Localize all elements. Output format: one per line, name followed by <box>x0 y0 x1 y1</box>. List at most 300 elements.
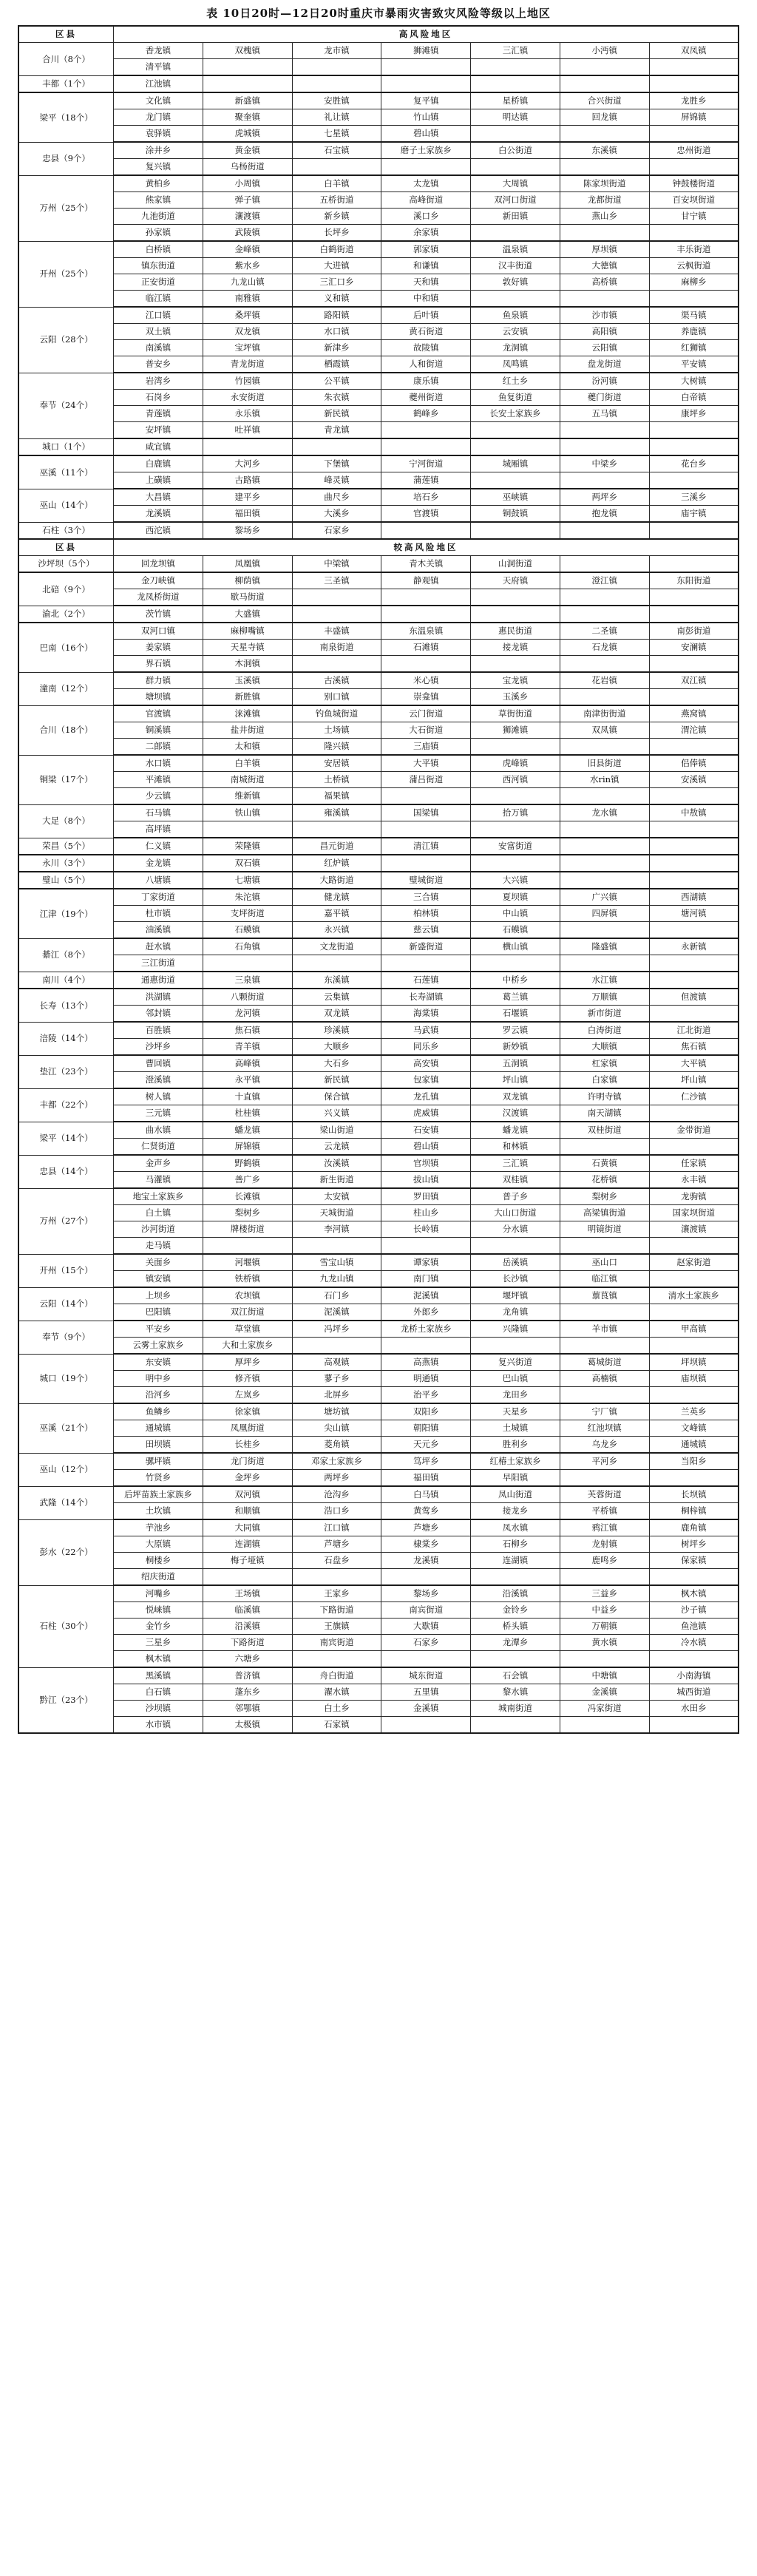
town-cell: 万朝镇 <box>560 1619 649 1635</box>
town-cell: 安澜镇 <box>649 640 739 656</box>
table-row <box>18 672 739 689</box>
town-cell: 文龙街道 <box>292 938 381 955</box>
empty-cell <box>381 1651 471 1668</box>
town-cell: 永安街道 <box>203 390 292 406</box>
empty-cell <box>560 291 649 308</box>
town-cell: 石家乡 <box>381 1635 471 1651</box>
town-cell: 悦崃镇 <box>114 1602 203 1619</box>
table-row <box>18 889 739 906</box>
empty-cell <box>560 589 649 606</box>
town-cell: 临江镇 <box>560 1271 649 1288</box>
town-cell: 白帝镇 <box>649 390 739 406</box>
town-cell: 高阳镇 <box>560 324 649 340</box>
empty-cell <box>560 1569 649 1586</box>
empty-cell <box>203 821 292 838</box>
town-cell: 牌楼街道 <box>203 1221 292 1238</box>
district-name-cell: 武隆（14个） <box>18 1486 114 1519</box>
table-row <box>18 1006 739 1023</box>
town-cell: 乌龙乡 <box>560 1437 649 1454</box>
town-cell: 铜溪镇 <box>114 722 203 739</box>
district-name-cell: 渝北（2个） <box>18 606 114 623</box>
town-cell: 双河镇 <box>203 1486 292 1503</box>
town-cell: 南津街街道 <box>560 705 649 722</box>
town-cell: 崇龛镇 <box>381 689 471 706</box>
town-cell: 平河乡 <box>560 1453 649 1470</box>
table-row <box>18 472 739 489</box>
town-cell: 安胜镇 <box>292 92 381 109</box>
town-cell: 新津乡 <box>292 340 381 356</box>
empty-cell <box>560 159 649 176</box>
town-cell: 和顺镇 <box>203 1503 292 1520</box>
town-cell: 大平镇 <box>649 1055 739 1072</box>
town-cell: 国梁镇 <box>381 804 471 821</box>
empty-cell <box>560 689 649 706</box>
town-cell: 永新镇 <box>649 938 739 955</box>
town-cell: 天元乡 <box>381 1437 471 1454</box>
town-cell: 陈家坝街道 <box>560 175 649 192</box>
town-cell: 铁桥镇 <box>203 1271 292 1288</box>
town-cell: 清江镇 <box>381 838 471 855</box>
town-cell: 鹿角镇 <box>649 1519 739 1536</box>
town-cell: 黄金镇 <box>203 142 292 159</box>
town-cell: 邻封镇 <box>114 1006 203 1023</box>
empty-cell <box>471 589 560 606</box>
table-row <box>18 855 739 872</box>
town-cell: 安溪镇 <box>649 772 739 788</box>
town-cell: 宝龙镇 <box>471 672 560 689</box>
town-cell: 云安镇 <box>471 324 560 340</box>
town-cell: 云门街道 <box>381 705 471 722</box>
town-cell: 通城镇 <box>649 1437 739 1454</box>
empty-cell <box>649 556 739 573</box>
town-cell: 葛兰镇 <box>471 989 560 1006</box>
empty-cell <box>471 1238 560 1255</box>
town-cell: 白鹤街道 <box>292 241 381 258</box>
town-cell: 大原镇 <box>114 1536 203 1553</box>
town-cell: 明通镇 <box>381 1371 471 1387</box>
table-row <box>18 1602 739 1619</box>
table-row <box>18 1619 739 1635</box>
town-cell: 普安乡 <box>114 356 203 373</box>
town-cell: 狮滩镇 <box>471 722 560 739</box>
district-name-cell: 长寿（13个） <box>18 989 114 1022</box>
town-cell: 夔州街道 <box>381 390 471 406</box>
empty-cell <box>649 291 739 308</box>
town-cell: 金龙镇 <box>114 855 203 872</box>
empty-cell <box>471 59 560 76</box>
town-cell: 水江镇 <box>560 972 649 989</box>
town-cell: 龙射镇 <box>560 1536 649 1553</box>
town-cell: 城南街道 <box>471 1701 560 1717</box>
town-cell: 厚坝镇 <box>560 241 649 258</box>
table-row <box>18 142 739 159</box>
town-cell: 云枫街道 <box>649 258 739 274</box>
town-cell: 明中乡 <box>114 1371 203 1387</box>
empty-cell <box>471 788 560 805</box>
district-name-cell: 奉节（24个） <box>18 373 114 438</box>
town-cell: 岳溪镇 <box>471 1254 560 1271</box>
town-cell: 东阳街道 <box>649 572 739 589</box>
district-name-cell: 江津（19个） <box>18 889 114 938</box>
town-cell: 南彭街道 <box>649 623 739 640</box>
town-cell: 白石镇 <box>114 1684 203 1701</box>
district-name-cell: 石柱（30个） <box>18 1585 114 1667</box>
district-name-cell: 璧山（5个） <box>18 872 114 889</box>
empty-cell <box>381 855 471 872</box>
empty-cell <box>560 788 649 805</box>
town-cell: 关面乡 <box>114 1254 203 1271</box>
table-row <box>18 572 739 589</box>
district-name-cell: 沙坪坝（5个） <box>18 556 114 573</box>
empty-cell <box>292 589 381 606</box>
empty-cell <box>203 1569 292 1586</box>
district-name-cell: 万州（25个） <box>18 175 114 241</box>
town-cell: 冯坪乡 <box>292 1321 381 1338</box>
town-cell: 红炉镇 <box>292 855 381 872</box>
town-cell: 夔门街道 <box>560 390 649 406</box>
town-cell: 中和镇 <box>381 291 471 308</box>
risk-table <box>18 25 739 1734</box>
town-cell: 庙宇镇 <box>649 506 739 523</box>
town-cell: 鱼复街道 <box>471 390 560 406</box>
town-cell: 海棠镇 <box>381 1006 471 1023</box>
town-cell: 碧山镇 <box>381 1139 471 1156</box>
town-cell: 石角镇 <box>203 938 292 955</box>
town-cell: 双桂街道 <box>560 1122 649 1139</box>
empty-cell <box>649 955 739 972</box>
table-row <box>18 1470 739 1487</box>
town-cell: 高梁镇街道 <box>560 1205 649 1221</box>
district-name-cell: 合川（18个） <box>18 705 114 755</box>
empty-cell <box>649 1387 739 1404</box>
town-cell: 草街街道 <box>471 705 560 722</box>
table-row <box>18 989 739 1006</box>
town-cell: 四屏镇 <box>560 906 649 922</box>
town-cell: 五洞镇 <box>471 1055 560 1072</box>
town-cell: 明镜街道 <box>560 1221 649 1238</box>
table-row <box>18 1553 739 1569</box>
empty-cell <box>292 955 381 972</box>
town-cell: 南泉街道 <box>292 640 381 656</box>
town-cell: 百安坝街道 <box>649 192 739 209</box>
section-row-label: 区县 <box>18 539 114 556</box>
town-cell: 狮滩镇 <box>381 43 471 59</box>
town-cell: 杜桂镇 <box>203 1105 292 1122</box>
empty-cell <box>381 656 471 673</box>
town-cell: 冯家街道 <box>560 1701 649 1717</box>
town-cell: 罗云镇 <box>471 1022 560 1039</box>
table-row <box>18 43 739 59</box>
town-cell: 新民镇 <box>292 406 381 422</box>
empty-cell <box>471 821 560 838</box>
town-cell: 天星乡 <box>471 1403 560 1420</box>
empty-cell <box>471 159 560 176</box>
town-cell: 铁山镇 <box>203 804 292 821</box>
town-cell: 水市镇 <box>114 1717 203 1734</box>
district-name-cell: 合川（8个） <box>18 43 114 76</box>
town-cell: 龙市镇 <box>292 43 381 59</box>
page-title: 表 10日20时—12日20时重庆市暴雨灾害致灾风险等级以上地区 <box>206 7 551 20</box>
town-cell: 义和镇 <box>292 291 381 308</box>
town-cell: 双龙镇 <box>203 324 292 340</box>
town-cell: 通惠街道 <box>114 972 203 989</box>
town-cell: 甲高镇 <box>649 1321 739 1338</box>
table-row <box>18 291 739 308</box>
empty-cell <box>471 1338 560 1355</box>
town-cell: 双阳乡 <box>381 1403 471 1420</box>
town-cell: 青羊镇 <box>203 1039 292 1056</box>
town-cell: 竹园镇 <box>203 373 292 390</box>
town-cell: 五里镇 <box>381 1684 471 1701</box>
town-cell: 郭家镇 <box>381 241 471 258</box>
town-cell: 花台乡 <box>649 455 739 472</box>
town-cell: 仁贤街道 <box>114 1139 203 1156</box>
town-cell: 白羊镇 <box>292 175 381 192</box>
town-cell: 鹤峰乡 <box>381 406 471 422</box>
town-cell: 朱衣镇 <box>292 390 381 406</box>
town-cell: 大平镇 <box>381 755 471 772</box>
empty-cell <box>649 59 739 76</box>
town-cell: 白土乡 <box>292 1701 381 1717</box>
town-cell: 龙溪镇 <box>114 506 203 523</box>
empty-cell <box>560 1338 649 1355</box>
town-cell: 草堂镇 <box>203 1321 292 1338</box>
town-cell: 河嘴乡 <box>114 1585 203 1602</box>
town-cell: 冷水镇 <box>649 1635 739 1651</box>
town-cell: 马武镇 <box>381 1022 471 1039</box>
town-cell: 蓼子乡 <box>292 1371 381 1387</box>
town-cell: 城西街道 <box>649 1684 739 1701</box>
town-cell: 坪山镇 <box>649 1072 739 1089</box>
town-cell: 大同镇 <box>203 1519 292 1536</box>
town-cell: 土场镇 <box>292 722 381 739</box>
town-cell: 培石乡 <box>381 489 471 506</box>
town-cell: 鹿鸣乡 <box>560 1553 649 1569</box>
town-cell: 白羊镇 <box>203 755 292 772</box>
empty-cell <box>381 589 471 606</box>
town-cell: 金峰镇 <box>203 241 292 258</box>
town-cell: 焦石镇 <box>203 1022 292 1039</box>
empty-cell <box>471 126 560 143</box>
town-cell: 包家镇 <box>381 1072 471 1089</box>
town-cell: 九龙山镇 <box>292 1271 381 1288</box>
town-cell: 大顺乡 <box>292 1039 381 1056</box>
town-cell: 鱼泉镇 <box>471 307 560 324</box>
town-cell: 沧沟乡 <box>292 1486 381 1503</box>
town-cell: 珍溪镇 <box>292 1022 381 1039</box>
town-cell: 土城镇 <box>471 1420 560 1437</box>
town-cell: 巴阳镇 <box>114 1304 203 1321</box>
town-cell: 罗田镇 <box>381 1188 471 1205</box>
empty-cell <box>560 522 649 539</box>
town-cell: 石会镇 <box>471 1667 560 1684</box>
town-cell: 高桥镇 <box>560 274 649 291</box>
town-cell: 咸宜镇 <box>114 438 203 455</box>
town-cell: 大树镇 <box>649 373 739 390</box>
town-cell: 骡坪镇 <box>114 1453 203 1470</box>
town-cell: 石家乡 <box>292 522 381 539</box>
town-cell: 双槐镇 <box>203 43 292 59</box>
town-cell: 双河口镇 <box>114 623 203 640</box>
empty-cell <box>560 855 649 872</box>
empty-cell <box>381 1569 471 1586</box>
town-cell: 石莲镇 <box>381 972 471 989</box>
town-cell: 界石镇 <box>114 656 203 673</box>
town-cell: 大兴镇 <box>471 872 560 889</box>
town-cell: 金坪乡 <box>203 1470 292 1487</box>
table-row <box>18 1371 739 1387</box>
town-cell: 东溪镇 <box>560 142 649 159</box>
empty-cell <box>560 838 649 855</box>
town-cell: 江池镇 <box>114 75 203 92</box>
table-row <box>18 1122 739 1139</box>
empty-cell <box>560 739 649 756</box>
town-cell: 枫木镇 <box>649 1585 739 1602</box>
table-row <box>18 59 739 76</box>
district-name-cell: 丰都（1个） <box>18 75 114 92</box>
town-cell: 八塘镇 <box>114 872 203 889</box>
town-cell: 江口镇 <box>292 1519 381 1536</box>
table-row <box>18 1221 739 1238</box>
town-cell: 石柳乡 <box>471 1536 560 1553</box>
table-row <box>18 1039 739 1056</box>
town-cell: 公平镇 <box>292 373 381 390</box>
empty-cell <box>560 438 649 455</box>
empty-cell <box>292 1569 381 1586</box>
town-cell: 曹回镇 <box>114 1055 203 1072</box>
town-cell: 焦石镇 <box>649 1039 739 1056</box>
town-cell: 曲水镇 <box>114 1122 203 1139</box>
town-cell: 永乐镇 <box>203 406 292 422</box>
section-heading: 高风险地区 <box>114 26 739 43</box>
town-cell: 平安镇 <box>649 356 739 373</box>
town-cell: 七塘镇 <box>203 872 292 889</box>
town-cell: 三溪乡 <box>649 489 739 506</box>
town-cell: 维新镇 <box>203 788 292 805</box>
town-cell: 麻柳嘴镇 <box>203 623 292 640</box>
town-cell: 新盛街道 <box>381 938 471 955</box>
table-row <box>18 1271 739 1288</box>
table-row <box>18 872 739 889</box>
town-cell: 王家乡 <box>292 1585 381 1602</box>
empty-cell <box>471 855 560 872</box>
table-row <box>18 1420 739 1437</box>
town-cell: 故陵镇 <box>381 340 471 356</box>
empty-cell <box>560 872 649 889</box>
town-cell: 杠家镇 <box>560 1055 649 1072</box>
empty-cell <box>649 821 739 838</box>
town-cell: 三汇口乡 <box>292 274 381 291</box>
town-cell: 复兴街道 <box>471 1354 560 1371</box>
town-cell: 高峰镇 <box>203 1055 292 1072</box>
town-cell: 甘宁镇 <box>649 209 739 225</box>
town-cell: 水田乡 <box>649 1701 739 1717</box>
table-row <box>18 1338 739 1355</box>
town-cell: 清水土家族乡 <box>649 1287 739 1304</box>
town-cell: 兰英乡 <box>649 1403 739 1420</box>
town-cell: 高楠镇 <box>560 1371 649 1387</box>
town-cell: 八颗街道 <box>203 989 292 1006</box>
empty-cell <box>381 522 471 539</box>
town-cell: 沿溪镇 <box>203 1619 292 1635</box>
empty-cell <box>649 788 739 805</box>
town-cell: 云雾土家族乡 <box>114 1338 203 1355</box>
town-cell: 黎场乡 <box>381 1585 471 1602</box>
empty-cell <box>292 438 381 455</box>
town-cell: 隆兴镇 <box>292 739 381 756</box>
town-cell: 明达镇 <box>471 109 560 126</box>
town-cell: 双桂镇 <box>471 1172 560 1189</box>
town-cell: 涂井乡 <box>114 142 203 159</box>
town-cell: 大溪乡 <box>292 506 381 523</box>
town-cell: 新市街道 <box>560 1006 649 1023</box>
town-cell: 沿溪镇 <box>471 1585 560 1602</box>
town-cell: 王旗镇 <box>292 1619 381 1635</box>
table-row <box>18 274 739 291</box>
table-row <box>18 1139 739 1156</box>
town-cell: 吐祥镇 <box>203 422 292 439</box>
town-cell: 芦塘乡 <box>381 1519 471 1536</box>
table-row <box>18 1155 739 1172</box>
empty-cell <box>649 739 739 756</box>
town-cell: 连湖镇 <box>203 1536 292 1553</box>
town-cell: 乌杨街道 <box>203 159 292 176</box>
town-cell: 南城街道 <box>203 772 292 788</box>
town-cell: 白马镇 <box>381 1486 471 1503</box>
town-cell: 澄溪镇 <box>114 1072 203 1089</box>
empty-cell <box>649 872 739 889</box>
town-cell: 仁义镇 <box>114 838 203 855</box>
district-name-cell: 梁平（18个） <box>18 92 114 142</box>
town-cell: 兴义镇 <box>292 1105 381 1122</box>
town-cell: 屏锦镇 <box>203 1139 292 1156</box>
empty-cell <box>649 1304 739 1321</box>
town-cell: 龙溪镇 <box>381 1553 471 1569</box>
empty-cell <box>471 739 560 756</box>
town-cell: 福田镇 <box>203 506 292 523</box>
town-cell: 水口镇 <box>114 755 203 772</box>
town-cell: 坪山镇 <box>471 1072 560 1089</box>
empty-cell <box>649 438 739 455</box>
town-cell: 修齐镇 <box>203 1371 292 1387</box>
town-cell: 柳荫镇 <box>203 572 292 589</box>
town-cell: 百胜镇 <box>114 1022 203 1039</box>
town-cell: 静观镇 <box>381 572 471 589</box>
town-cell: 巫山口 <box>560 1254 649 1271</box>
town-cell: 柱山乡 <box>381 1205 471 1221</box>
empty-cell <box>649 522 739 539</box>
town-cell: 盐井街道 <box>203 722 292 739</box>
table-row <box>18 1321 739 1338</box>
empty-cell <box>292 821 381 838</box>
town-cell: 天和镇 <box>381 274 471 291</box>
town-cell: 塘河镇 <box>649 906 739 922</box>
town-cell: 汉丰街道 <box>471 258 560 274</box>
town-cell: 红狮镇 <box>649 340 739 356</box>
empty-cell <box>649 1006 739 1023</box>
empty-cell <box>649 922 739 939</box>
town-cell: 侣俸镇 <box>649 755 739 772</box>
town-cell: 东溪镇 <box>292 972 381 989</box>
empty-cell <box>292 656 381 673</box>
town-cell: 石龙镇 <box>560 640 649 656</box>
town-cell: 凤鸣镇 <box>471 356 560 373</box>
town-cell: 大和土家族乡 <box>203 1338 292 1355</box>
town-cell: 群力镇 <box>114 672 203 689</box>
town-cell: 同乐乡 <box>381 1039 471 1056</box>
town-cell: 大石乡 <box>292 1055 381 1072</box>
town-cell: 黄柏乡 <box>114 175 203 192</box>
